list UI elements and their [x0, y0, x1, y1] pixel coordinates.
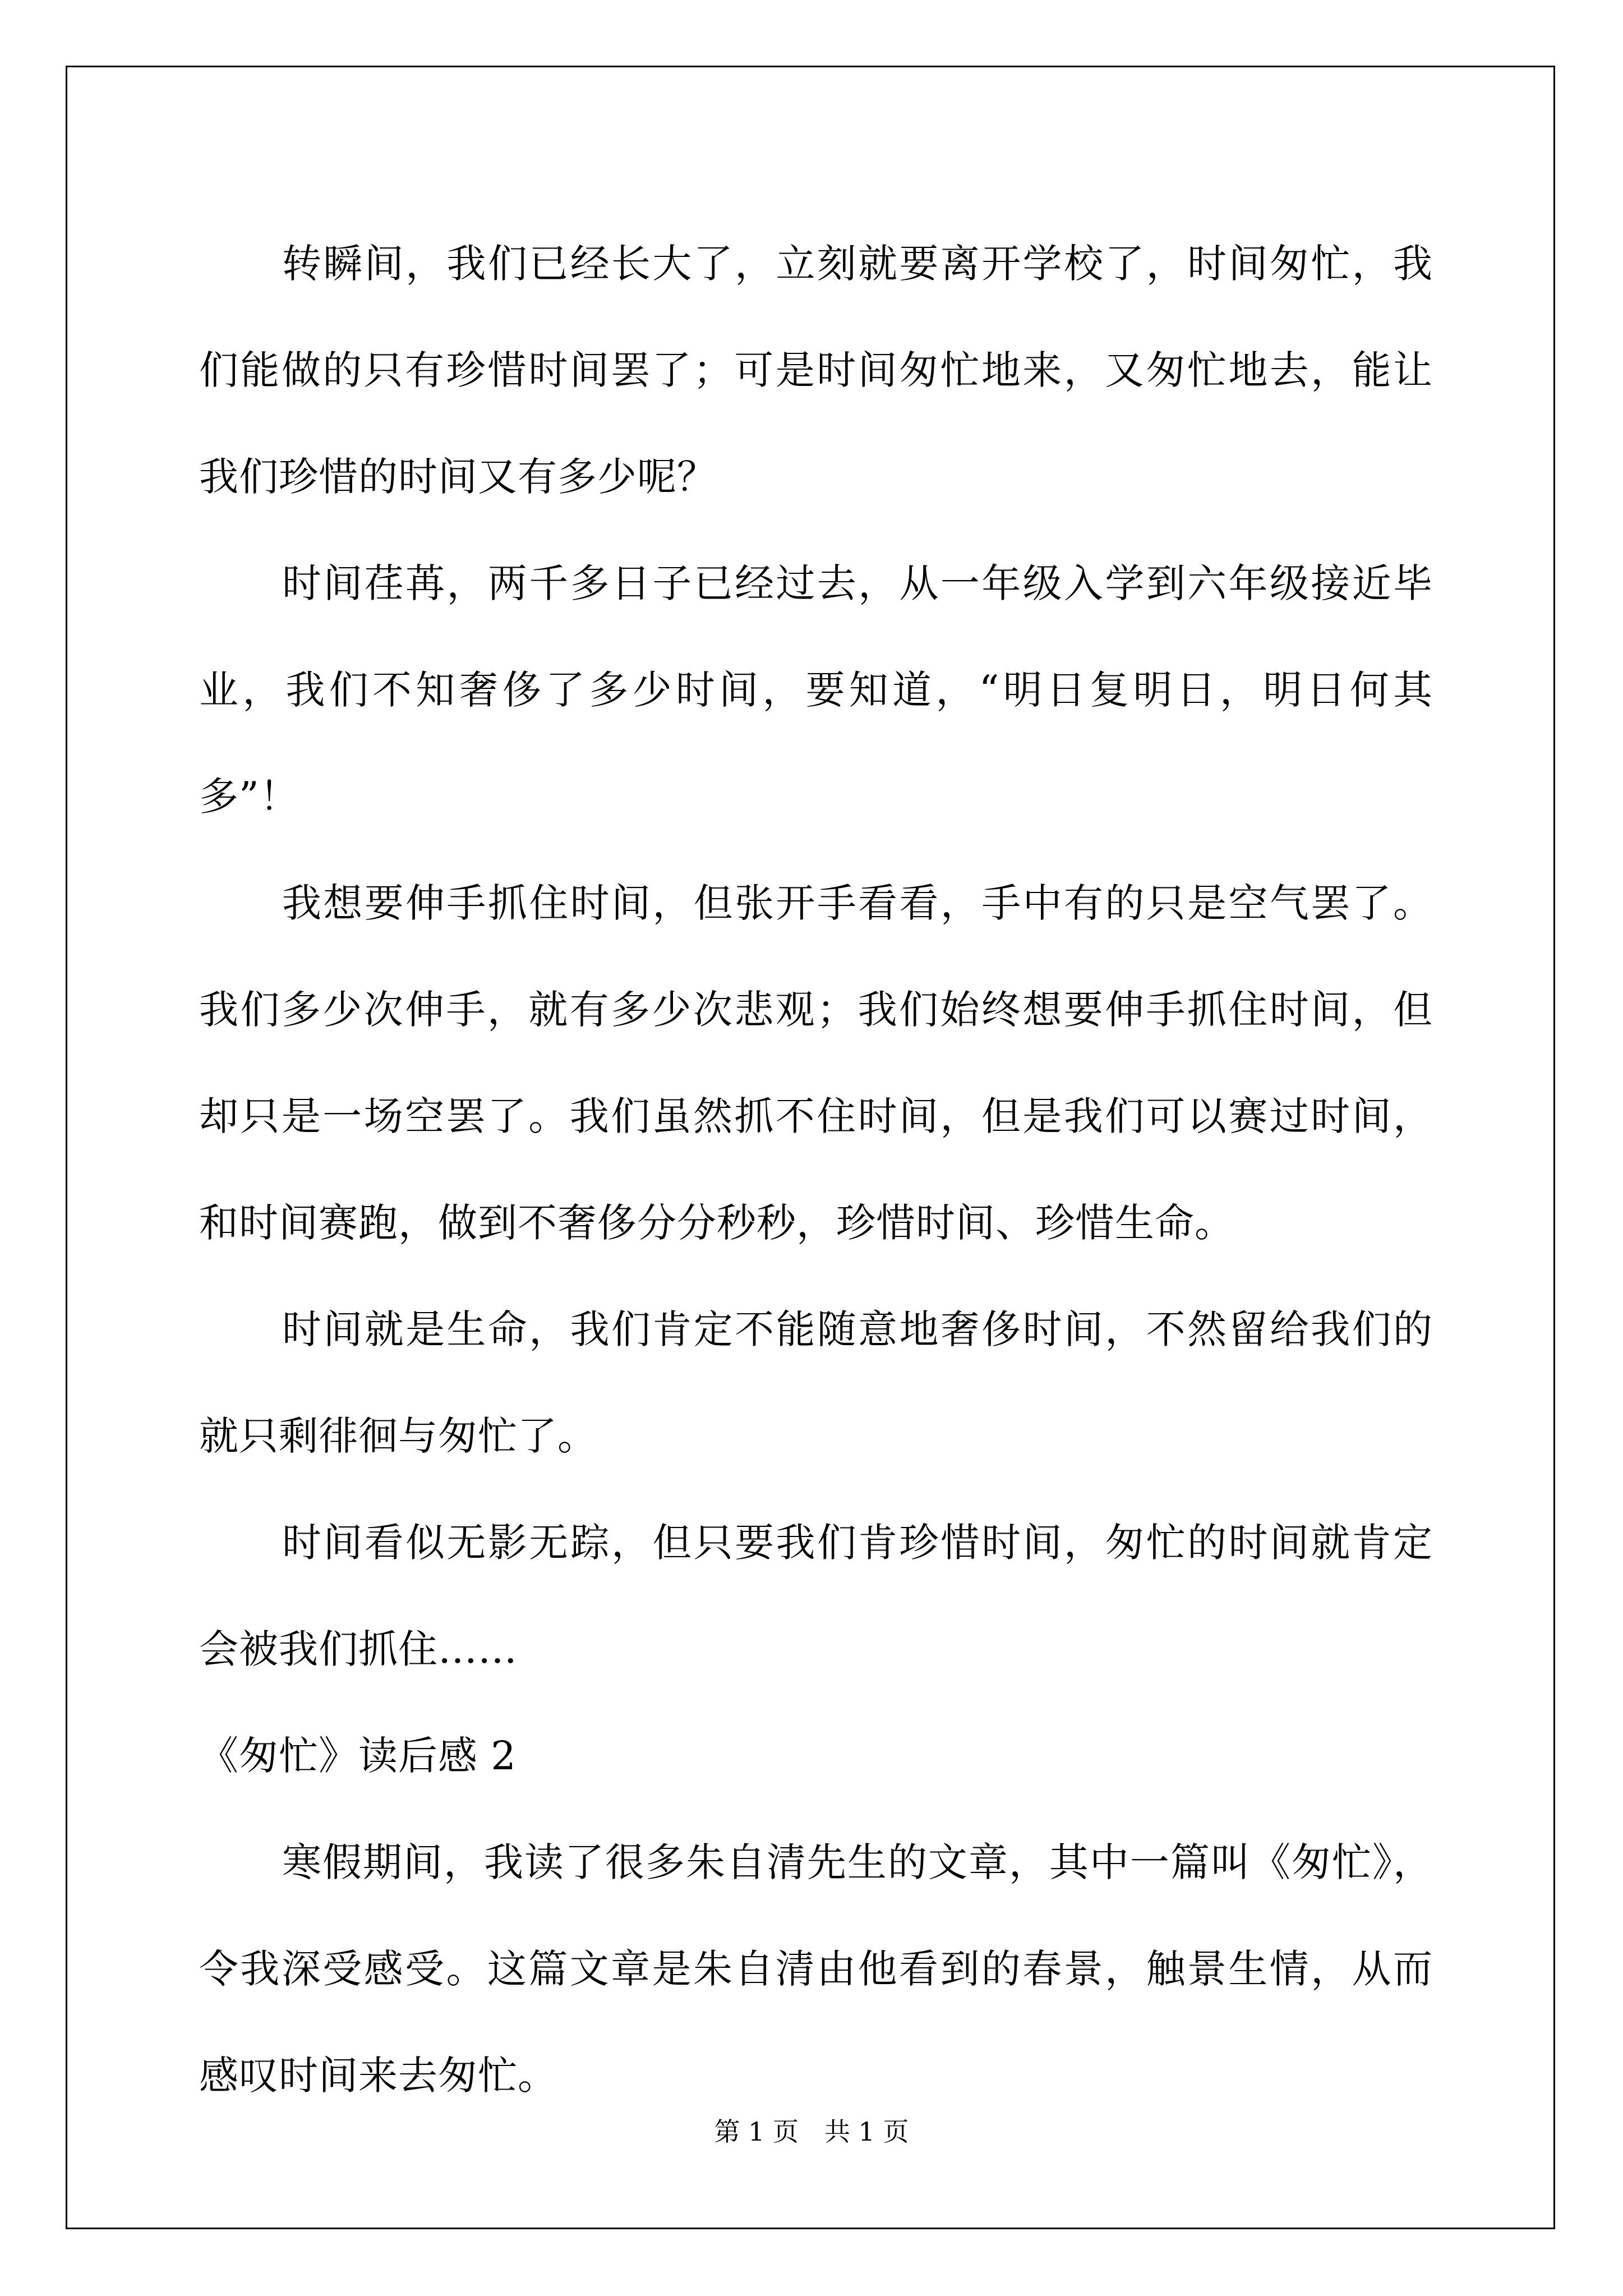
- paragraph: 我想要伸手抓住时间，但张开手看看，手中有的只是空气罢了。我们多少次伸手，就有多少次悲观；我们始终想要伸手抓住时间，但却只是一场空罢了。我们虽然抓不住时间，但是我们可以赛过时间，和时间赛跑，做到不奢侈分分秒秒，珍惜时间、珍惜生命。: [199, 880, 1433, 1246]
- paragraph: 时间就是生命，我们肯定不能随意地奢侈时间，不然留给我们的就只剩徘徊与匆忙了。: [199, 1306, 1433, 1459]
- paragraph: 时间荏苒，两千多日子已经过去，从一年级入学到六年级接近毕业，我们不知奢侈了多少时间，要知道，“明日复明日，明日何其多”！: [199, 560, 1433, 820]
- page-footer: 第 1 页 共 1 页: [714, 2116, 909, 2147]
- section-title: 《匆忙》读后感 2: [199, 1733, 517, 1779]
- paragraph: 寒假期间，我读了很多朱自清先生的文章，其中一篇叫《匆忙》，令我深受感受。这篇文章是朱自清由他看到的春景，触景生情，从而感叹时间来去匆忙。: [199, 1839, 1433, 2099]
- paragraph: 时间看似无影无踪，但只要我们肯珍惜时间，匆忙的时间就肯定会被我们抓住……: [199, 1520, 1433, 1672]
- document-body: [199, 210, 1433, 2129]
- paragraph: 转瞬间，我们已经长大了，立刻就要离开学校了，时间匆忙，我们能做的只有珍惜时间罢了；可是时间匆忙地来，又匆忙地去，能让我们珍惜的时间又有多少呢？: [199, 241, 1433, 500]
